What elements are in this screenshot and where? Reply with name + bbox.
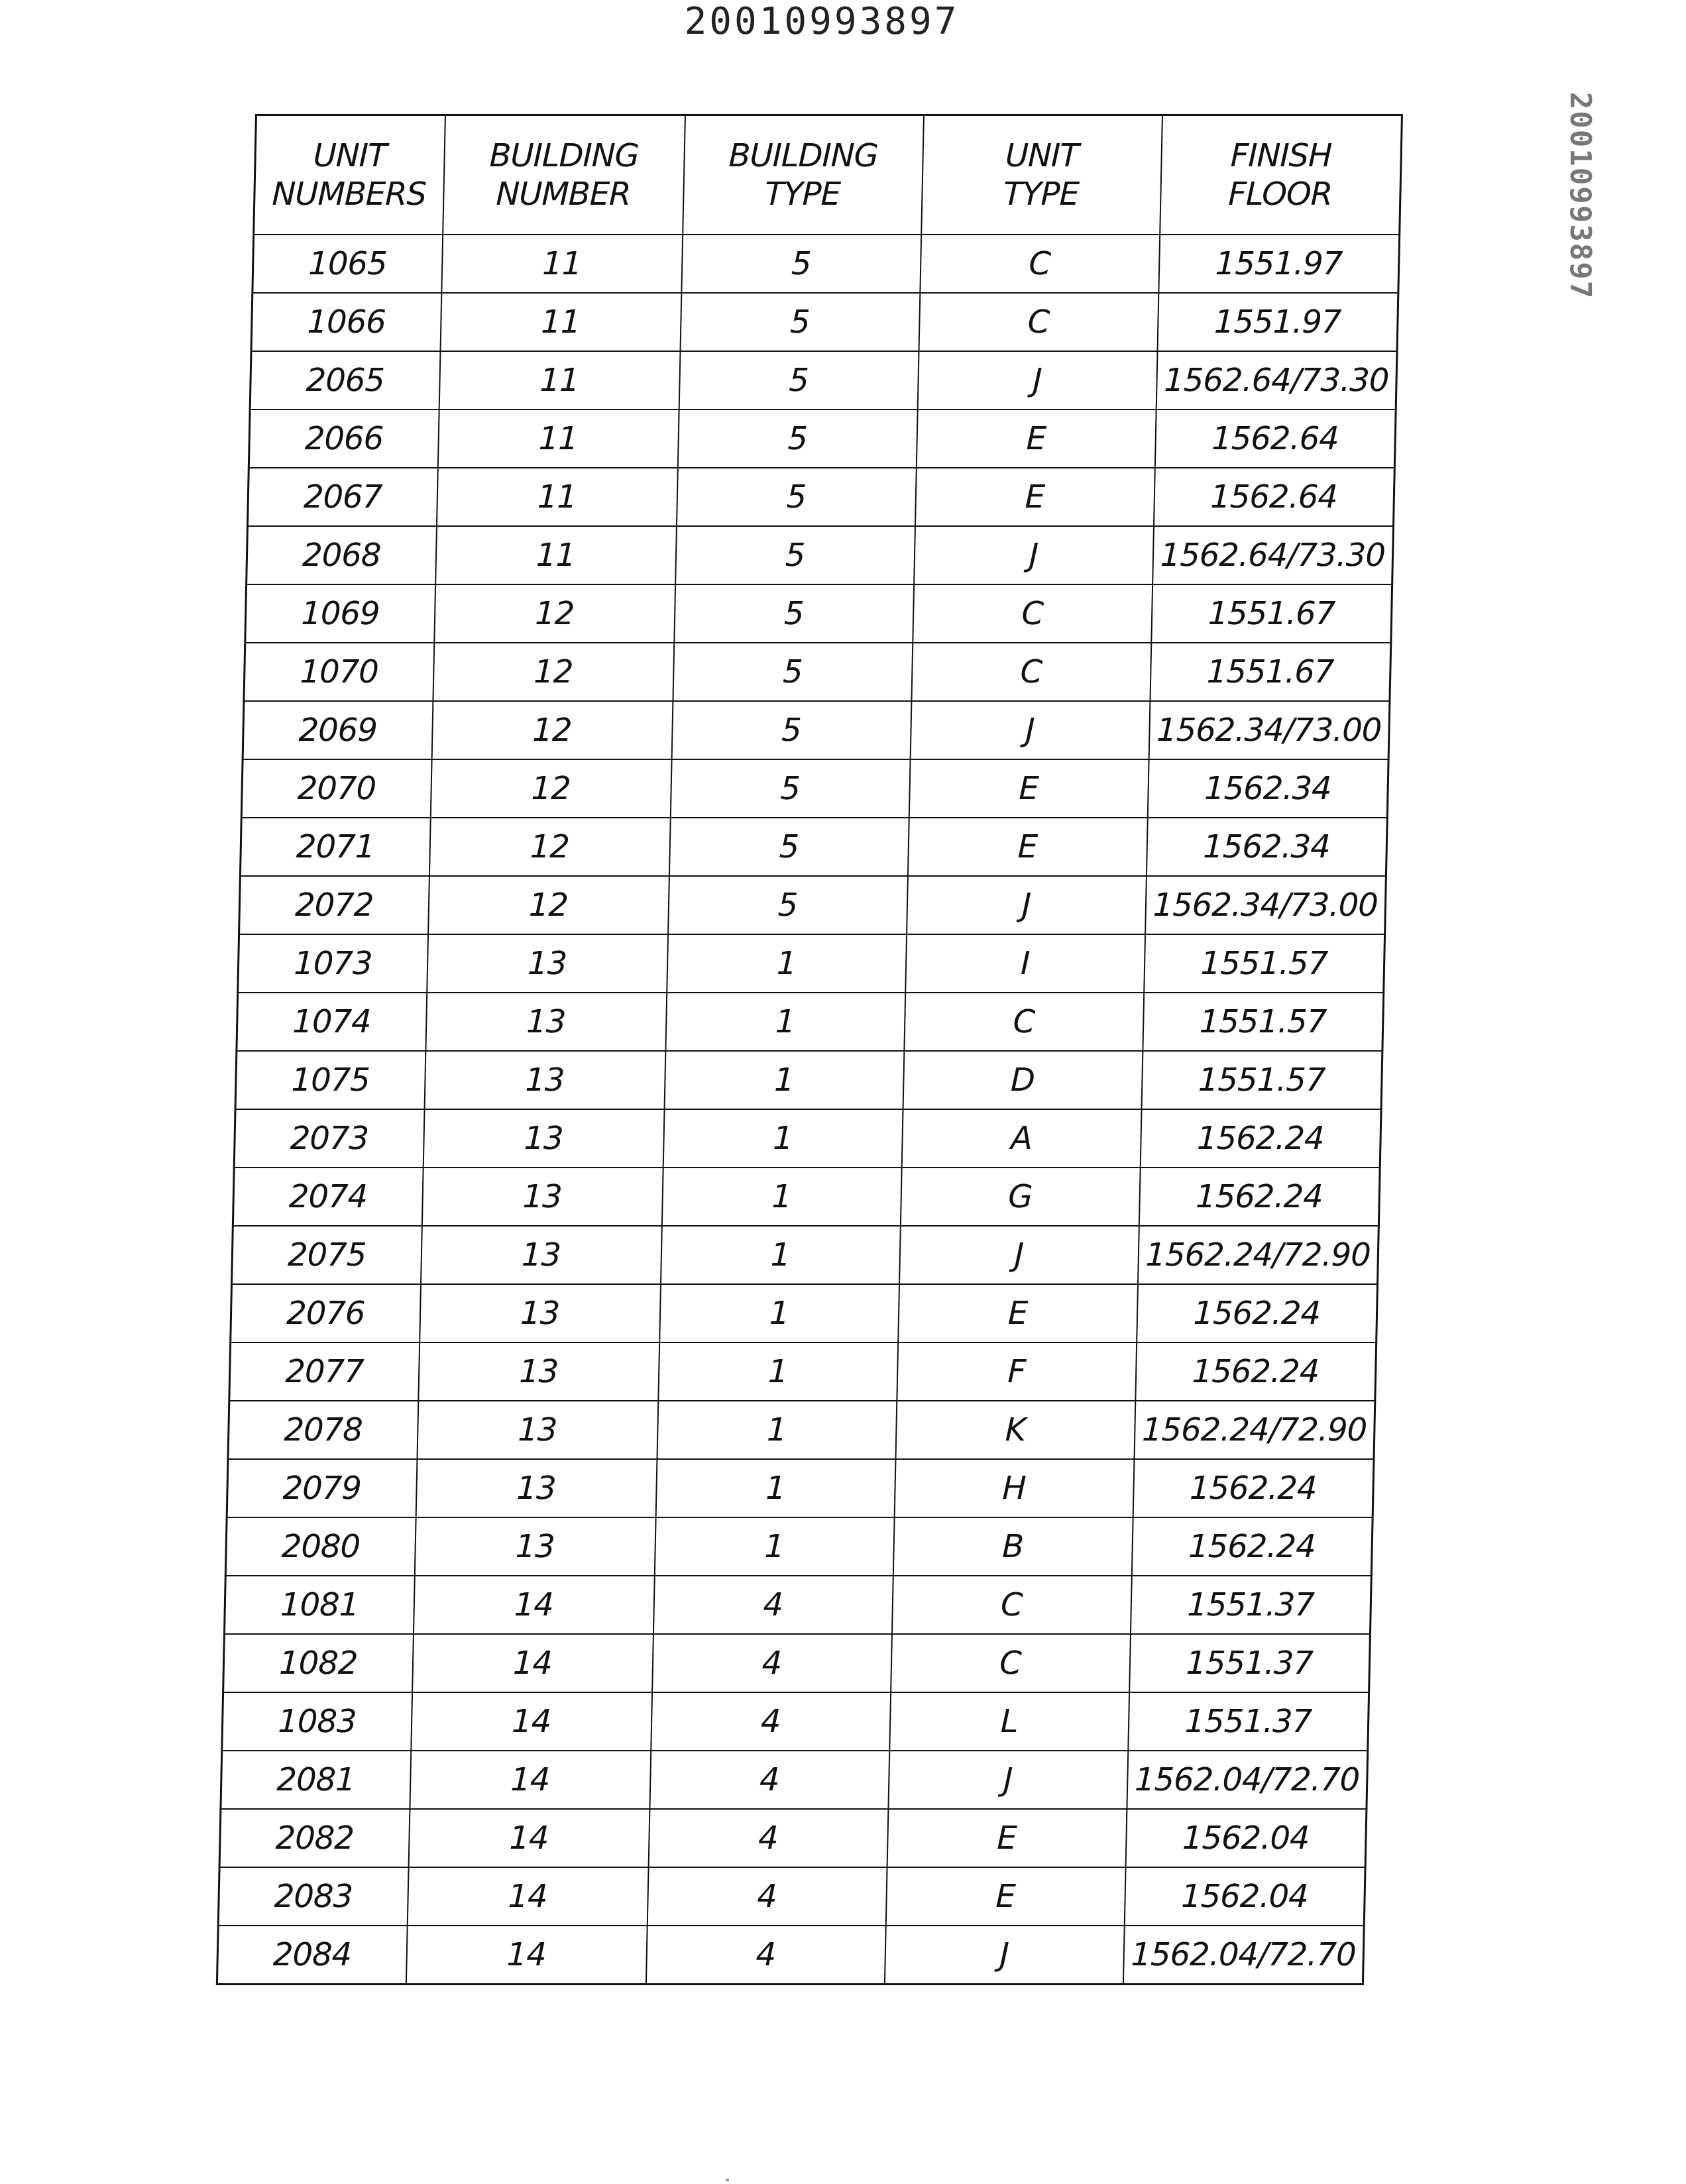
- building-type-cell: 1: [657, 1401, 897, 1459]
- unit-number-cell: 1083: [222, 1692, 412, 1751]
- building-number-cell: 11: [436, 468, 677, 526]
- header-building-number: [443, 115, 685, 235]
- building-type-cell: 4: [649, 1751, 889, 1809]
- finish-floor-cell: 1562.04/72.70: [1127, 1751, 1368, 1809]
- table-row: [251, 293, 1398, 351]
- finish-floor-cell: 1562.34/73.00: [1145, 876, 1386, 934]
- table-row: [247, 526, 1394, 584]
- unit-type-cell: J: [914, 526, 1154, 584]
- unit-type-cell: C: [891, 1634, 1131, 1692]
- unit-number-cell: 1081: [224, 1576, 414, 1634]
- unit-number-cell: 2083: [218, 1867, 408, 1926]
- finish-floor-cell: 1562.64: [1154, 410, 1396, 468]
- unit-number-cell: 2079: [227, 1459, 417, 1517]
- building-type-cell: 5: [671, 701, 911, 759]
- building-type-cell: 5: [670, 759, 910, 818]
- unit-type-cell: J: [917, 351, 1157, 410]
- table-header: [254, 115, 1402, 235]
- unit-type-cell: E: [915, 468, 1154, 526]
- unit-number-cell: 1070: [244, 643, 434, 701]
- unit-number-cell: 2066: [249, 410, 439, 468]
- unit-type-cell: I: [905, 934, 1145, 993]
- header-line: FINISH: [1230, 137, 1332, 174]
- finish-floor-cell: 1551.37: [1130, 1576, 1371, 1634]
- unit-number-cell: 2074: [233, 1168, 423, 1226]
- header-line: NUMBERS: [271, 176, 427, 213]
- unit-number-cell: 1074: [237, 993, 427, 1051]
- unit-number-cell: 2081: [221, 1751, 411, 1809]
- table-row: [234, 1109, 1381, 1168]
- building-type-cell: 5: [669, 818, 909, 876]
- building-number-cell: 12: [430, 759, 671, 818]
- unit-number-cell: 1082: [223, 1634, 414, 1692]
- finish-floor-cell: 1562.04: [1124, 1867, 1365, 1926]
- building-type-cell: 1: [667, 934, 907, 993]
- table-row: [253, 235, 1400, 293]
- table-row: [247, 468, 1394, 526]
- building-type-cell: 5: [675, 526, 915, 584]
- building-type-cell: 4: [653, 1576, 893, 1634]
- building-number-cell: 13: [420, 1284, 661, 1342]
- building-number-cell: 12: [434, 584, 675, 643]
- building-number-cell: 11: [435, 526, 677, 584]
- building-number-cell: 13: [427, 934, 668, 993]
- building-number-cell: 13: [425, 993, 667, 1051]
- building-number-cell: 13: [417, 1401, 658, 1459]
- finish-floor-cell: 1551.57: [1141, 1051, 1382, 1109]
- unit-number-cell: 2069: [243, 701, 433, 759]
- table-body: [217, 235, 1399, 1985]
- table-row: [224, 1576, 1371, 1634]
- finish-floor-cell: 1562.24: [1135, 1342, 1377, 1401]
- unit-type-cell: J: [907, 876, 1147, 934]
- finish-floor-cell: 1562.24/72.90: [1134, 1401, 1375, 1459]
- table-row: [237, 993, 1384, 1051]
- table-row: [227, 1459, 1374, 1517]
- finish-floor-cell: 1551.37: [1128, 1692, 1369, 1751]
- unit-number-cell: 1069: [245, 584, 435, 643]
- unit-number-cell: 2082: [219, 1809, 410, 1867]
- finish-floor-cell: 1562.64: [1153, 468, 1394, 526]
- unit-number-cell: 1073: [238, 934, 428, 993]
- table-row: [218, 1867, 1365, 1926]
- finish-floor-cell: 1562.64/73.30: [1156, 351, 1397, 410]
- unit-type-cell: C: [913, 584, 1152, 643]
- header-line: BUILDING: [728, 137, 879, 174]
- unit-number-cell: 2075: [232, 1226, 422, 1284]
- finish-floor-cell: 1562.24: [1133, 1459, 1374, 1517]
- unit-number-cell: 1075: [235, 1051, 425, 1109]
- table-row: [221, 1751, 1368, 1809]
- table-row: [228, 1401, 1375, 1459]
- unit-number-cell: 2067: [247, 468, 437, 526]
- table-row: [239, 876, 1386, 934]
- building-number-cell: 11: [439, 351, 680, 410]
- table-row: [240, 818, 1387, 876]
- table-row: [223, 1634, 1371, 1692]
- table-row: [222, 1692, 1369, 1751]
- finish-floor-cell: 1551.97: [1158, 235, 1400, 293]
- building-type-cell: 4: [646, 1926, 885, 1985]
- unit-type-cell: C: [904, 993, 1144, 1051]
- building-number-cell: 11: [441, 235, 683, 293]
- unit-type-cell: D: [903, 1051, 1143, 1109]
- table-row: [238, 934, 1385, 993]
- header-building-type: [683, 115, 924, 235]
- building-number-cell: 14: [406, 1926, 647, 1985]
- unit-type-cell: E: [909, 759, 1149, 818]
- building-number-cell: 13: [421, 1226, 662, 1284]
- header-line: UNIT: [1005, 137, 1080, 174]
- table-row: [243, 701, 1390, 759]
- header-finish-floor: [1160, 115, 1402, 235]
- finish-floor-cell: 1562.24/72.90: [1138, 1226, 1379, 1284]
- building-number-cell: 13: [422, 1168, 663, 1226]
- header-line: NUMBER: [495, 176, 632, 213]
- unit-number-cell: 1066: [251, 293, 441, 351]
- finish-floor-cell: 1562.24: [1139, 1168, 1380, 1226]
- unit-number-cell: 2073: [234, 1109, 424, 1168]
- finish-floor-cell: 1562.34/73.00: [1149, 701, 1390, 759]
- unit-type-cell: L: [889, 1692, 1129, 1751]
- building-type-cell: 5: [673, 643, 913, 701]
- building-number-cell: 13: [424, 1051, 665, 1109]
- header-line: BUILDING: [489, 137, 640, 174]
- building-number-cell: 12: [433, 643, 674, 701]
- building-type-cell: 1: [658, 1342, 898, 1401]
- header-line: TYPE: [1003, 176, 1080, 213]
- unit-type-cell: F: [897, 1342, 1137, 1401]
- unit-type-cell: E: [885, 1867, 1125, 1926]
- table-row: [249, 410, 1396, 468]
- unit-number-cell: 1065: [253, 235, 443, 293]
- building-type-cell: 5: [668, 876, 908, 934]
- table-row: [235, 1051, 1382, 1109]
- building-number-cell: 12: [429, 818, 670, 876]
- building-type-cell: 1: [661, 1226, 901, 1284]
- table-row: [217, 1926, 1364, 1985]
- building-number-cell: 12: [431, 701, 673, 759]
- finish-floor-cell: 1551.67: [1150, 643, 1391, 701]
- finish-floor-cell: 1562.04/72.70: [1123, 1926, 1364, 1985]
- building-type-cell: 1: [655, 1459, 895, 1517]
- unit-number-cell: 2065: [250, 351, 440, 410]
- building-type-cell: 1: [659, 1284, 899, 1342]
- building-number-cell: 13: [414, 1517, 655, 1576]
- unit-type-cell: E: [887, 1809, 1127, 1867]
- unit-number-cell: 2070: [241, 759, 431, 818]
- table-row: [250, 351, 1397, 410]
- building-type-cell: 1: [661, 1168, 901, 1226]
- finish-floor-cell: 1551.57: [1143, 993, 1384, 1051]
- finish-floor-cell: 1551.57: [1144, 934, 1385, 993]
- unit-type-cell: J: [910, 701, 1150, 759]
- side-stamp: [1551, 86, 1610, 305]
- unit-number-cell: 2080: [225, 1517, 416, 1576]
- unit-type-cell: C: [891, 1576, 1131, 1634]
- building-type-cell: 5: [676, 468, 916, 526]
- unit-number-cell: 2068: [247, 526, 437, 584]
- unit-type-cell: G: [900, 1168, 1140, 1226]
- finish-floor-cell: 1551.37: [1129, 1634, 1371, 1692]
- building-number-cell: 13: [416, 1459, 657, 1517]
- finish-floor-cell: 1562.24: [1131, 1517, 1373, 1576]
- unit-type-cell: C: [919, 293, 1158, 351]
- building-type-cell: 5: [679, 351, 919, 410]
- building-number-cell: 11: [440, 293, 681, 351]
- side-stamp-text: 20010993897: [1563, 91, 1598, 300]
- building-number-cell: 13: [423, 1109, 664, 1168]
- building-number-cell: 11: [437, 410, 679, 468]
- document-number: 20010993897: [684, 0, 960, 43]
- header-unit-type: [921, 115, 1162, 235]
- unit-type-cell: A: [901, 1109, 1141, 1168]
- unit-number-cell: 2071: [240, 818, 430, 876]
- table-row: [245, 584, 1392, 643]
- building-number-cell: 13: [418, 1342, 659, 1401]
- table-row: [231, 1284, 1378, 1342]
- table-row: [229, 1342, 1377, 1401]
- header-line: FLOOR: [1227, 176, 1333, 213]
- unit-type-cell: J: [884, 1926, 1124, 1985]
- header-line: TYPE: [764, 176, 841, 213]
- unit-number-cell: 2072: [239, 876, 429, 934]
- unit-type-cell: J: [899, 1226, 1139, 1284]
- table-row: [241, 759, 1388, 818]
- building-number-cell: 12: [428, 876, 669, 934]
- building-type-cell: 1: [654, 1517, 894, 1576]
- building-type-cell: 5: [681, 235, 921, 293]
- building-number-cell: 14: [410, 1751, 651, 1809]
- header-line: UNIT: [313, 137, 387, 174]
- building-type-cell: 1: [664, 1051, 904, 1109]
- finish-floor-cell: 1562.34: [1146, 818, 1387, 876]
- scan-speck: [726, 2179, 729, 2181]
- building-number-cell: 14: [408, 1809, 649, 1867]
- building-type-cell: 4: [647, 1867, 887, 1926]
- finish-floor-cell: 1562.04: [1125, 1809, 1367, 1867]
- header-unit-numbers: [254, 115, 445, 235]
- building-type-cell: 1: [665, 993, 905, 1051]
- unit-type-cell: E: [898, 1284, 1138, 1342]
- building-number-cell: 14: [411, 1692, 652, 1751]
- table-row: [233, 1168, 1380, 1226]
- unit-number-cell: 2084: [217, 1926, 407, 1985]
- building-number-cell: 14: [407, 1867, 648, 1926]
- building-type-cell: 5: [674, 584, 914, 643]
- unit-number-cell: 2076: [231, 1284, 421, 1342]
- unit-type-cell: E: [907, 818, 1147, 876]
- building-type-cell: 4: [648, 1809, 888, 1867]
- unit-number-cell: 2078: [228, 1401, 418, 1459]
- header-row: [254, 115, 1402, 235]
- table-row: [244, 643, 1391, 701]
- unit-type-cell: C: [920, 235, 1160, 293]
- finish-floor-cell: 1562.34: [1147, 759, 1388, 818]
- unit-schedule-table: [216, 114, 1403, 1985]
- unit-type-cell: B: [893, 1517, 1133, 1576]
- unit-type-cell: K: [895, 1401, 1135, 1459]
- building-number-cell: 14: [413, 1576, 654, 1634]
- finish-floor-cell: 1551.67: [1151, 584, 1392, 643]
- finish-floor-cell: 1562.24: [1140, 1109, 1381, 1168]
- unit-type-cell: C: [911, 643, 1151, 701]
- schedule-table-wrapper: [216, 114, 1403, 1985]
- table-row: [225, 1517, 1373, 1576]
- building-type-cell: 4: [652, 1634, 892, 1692]
- building-type-cell: 5: [677, 410, 917, 468]
- finish-floor-cell: 1562.64/73.30: [1152, 526, 1394, 584]
- table-row: [219, 1809, 1367, 1867]
- unit-type-cell: H: [894, 1459, 1134, 1517]
- unit-type-cell: E: [916, 410, 1156, 468]
- building-number-cell: 14: [412, 1634, 653, 1692]
- unit-type-cell: J: [888, 1751, 1128, 1809]
- building-type-cell: 5: [680, 293, 920, 351]
- building-type-cell: 4: [651, 1692, 891, 1751]
- finish-floor-cell: 1562.24: [1137, 1284, 1378, 1342]
- finish-floor-cell: 1551.97: [1157, 293, 1398, 351]
- unit-number-cell: 2077: [229, 1342, 420, 1401]
- building-type-cell: 1: [663, 1109, 903, 1168]
- table-row: [232, 1226, 1379, 1284]
